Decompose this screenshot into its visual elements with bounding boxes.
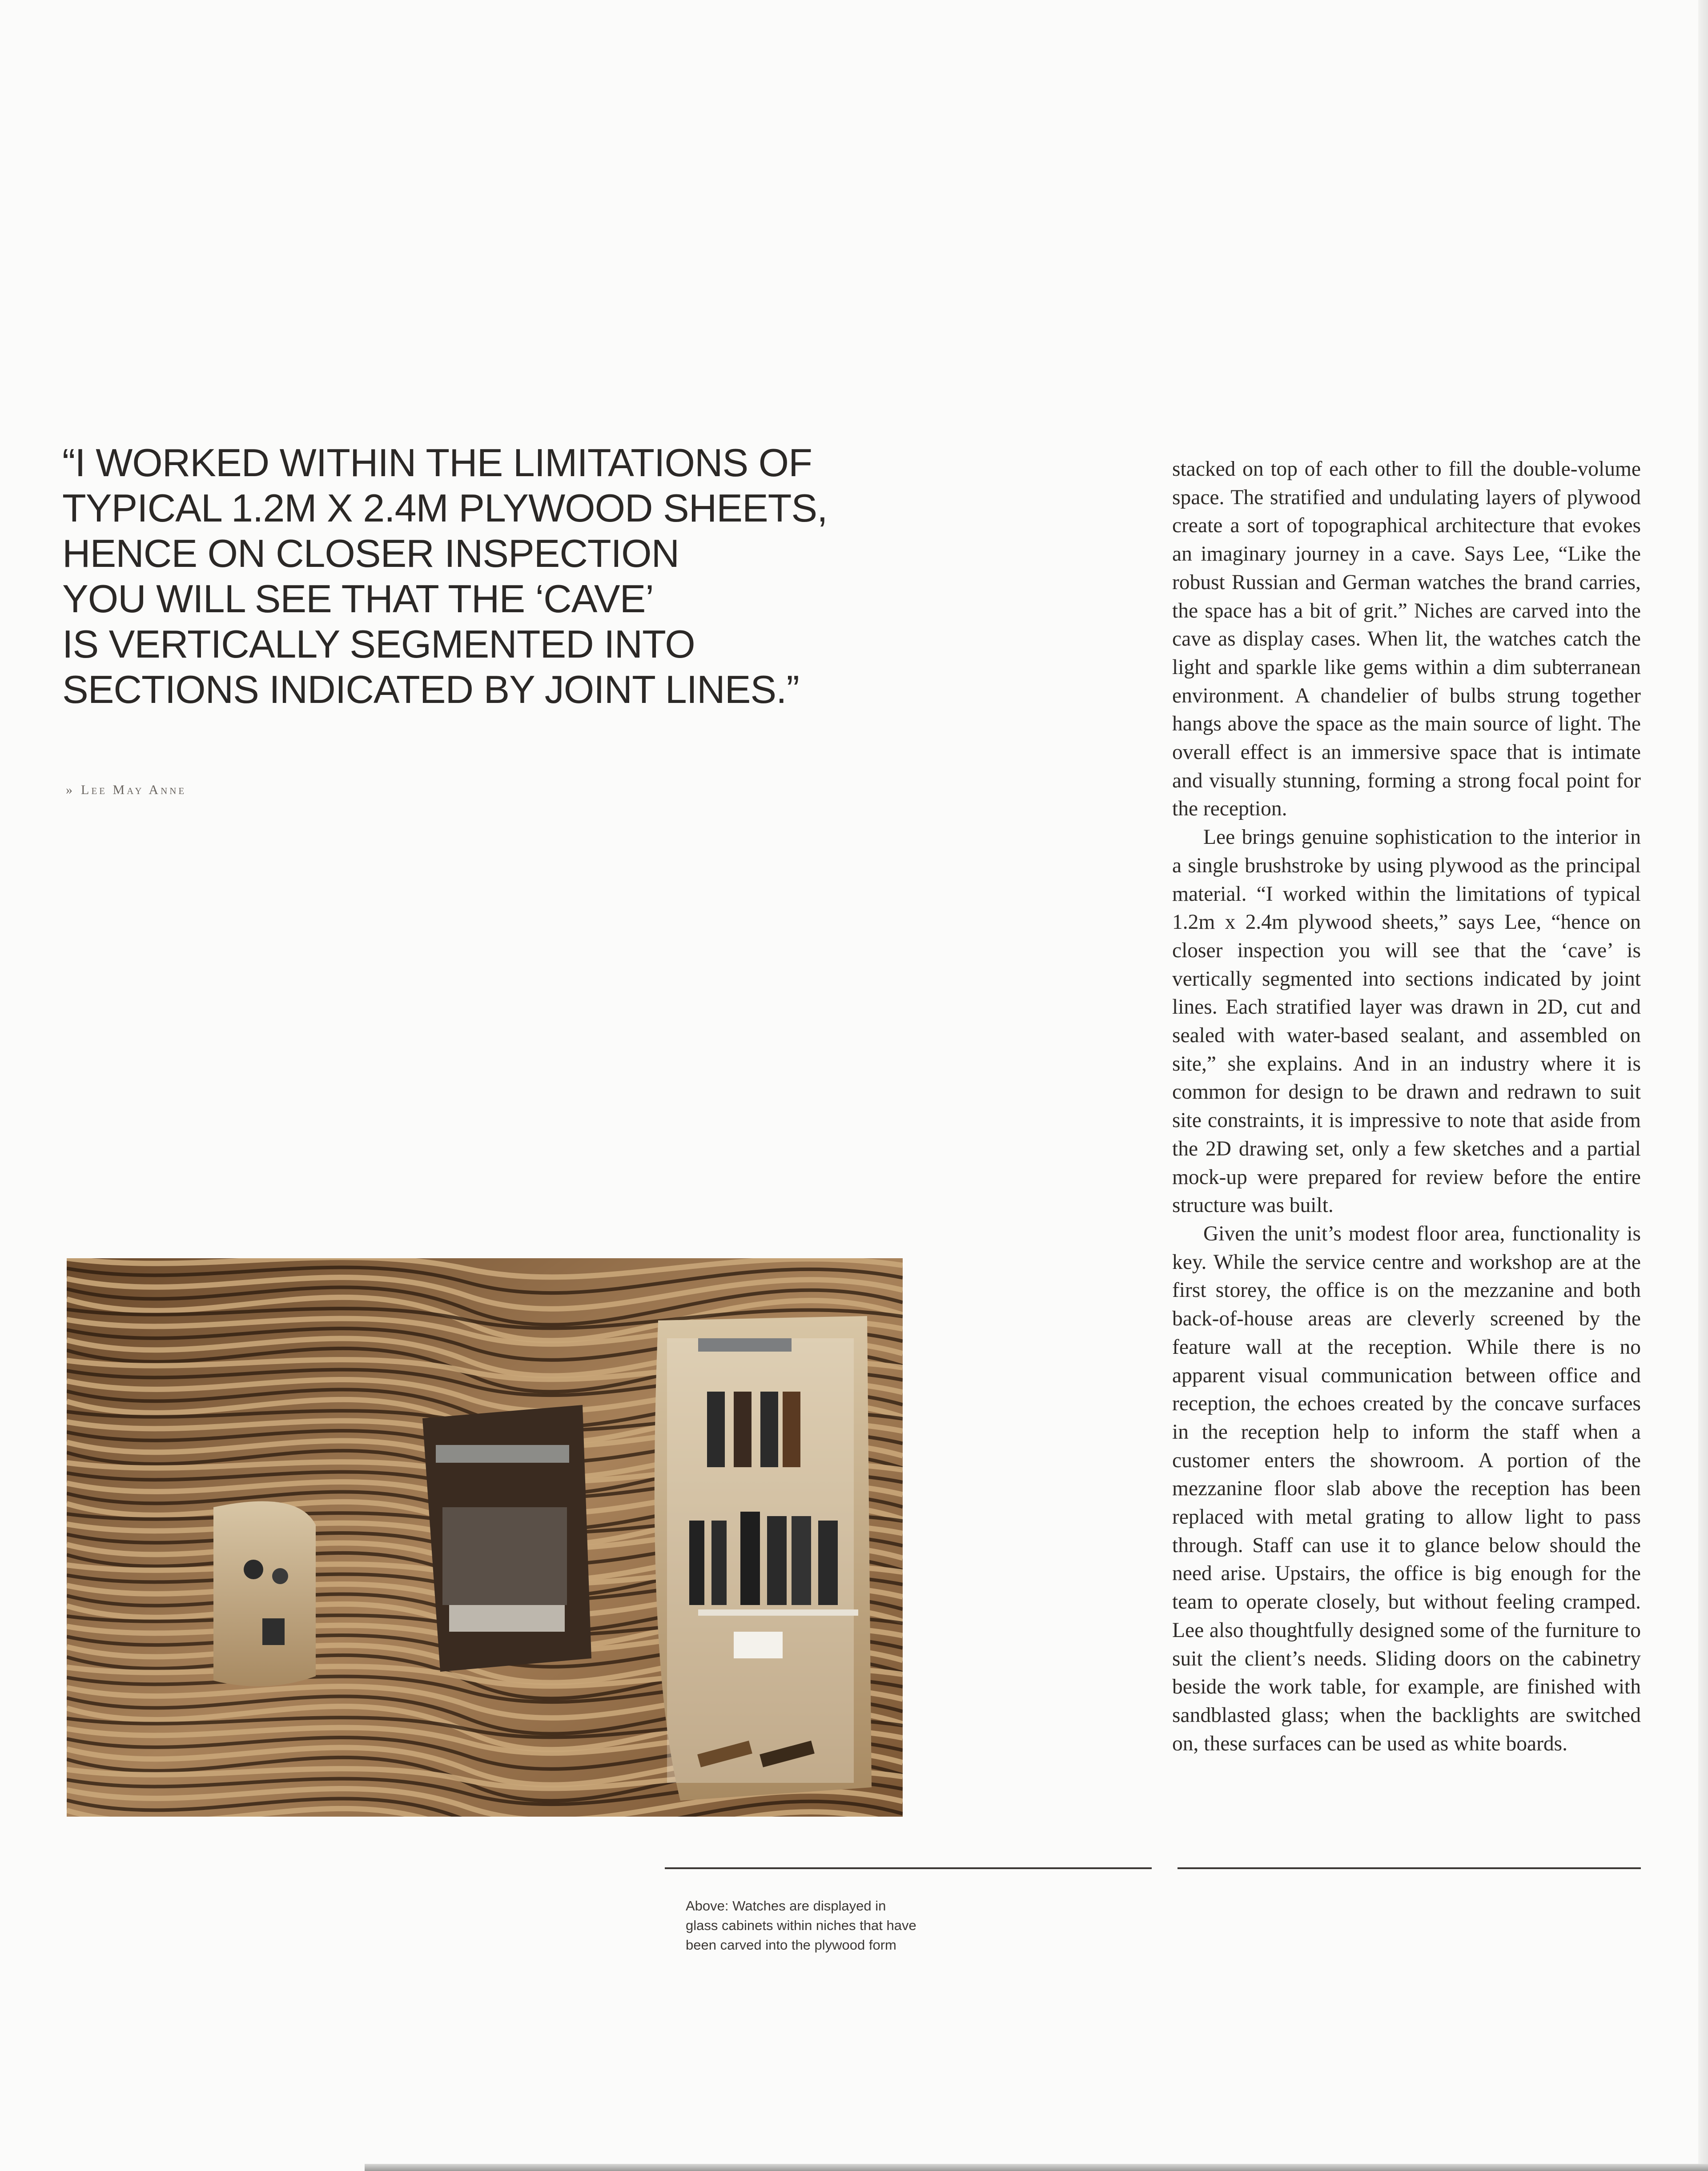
pull-quote-line: YOU WILL SEE THAT THE ‘CAVE’: [62, 577, 654, 621]
article-paragraph: Given the unit’s modest floor area, functionality is key. While the service centre and workshop are at the first storey, the office is on the mezzanine and both back-of-house areas are cleverly screened by the feature wall at the reception. While there is no apparent visual communication between office and reception, the echoes created by the concave surfaces in the reception help to inform the staff when a customer enters the showroom. A portion of the mezzanine floor slab above the reception has been replaced with metal grating to allow light to pass through. Staff can use it to glance below should the need arise. Upstairs, the office is big enough for the team to operate closely, but without feeling cramped. Lee also thoughtfully designed some of the furniture to suit the client’s needs. Sliding doors on the cabinetry beside the work table, for example, are finished with sandblasted glass; when the backlights are switched on, these surfaces can be used as white boards.: [1172, 1222, 1641, 1755]
pull-quote-line: TYPICAL 1.2M X 2.4M PLYWOOD SHEETS,: [62, 486, 828, 530]
article-paragraph: stacked on top of each other to fill the double-volume space. The stratified and undulating layers of plywood create a sort of topographical architecture that evokes an imaginary journey in a cave. Says Lee, “Like the robust Russian and German watches the brand carries, the space has a bit of grit.” Niches are carved into the cave as display cases. When lit, the watches catch the light and sparkle like gems within a dim subterranean environment. A chandelier of bulbs strung together hangs above the space as the main source of light. The overall effect is an immersive space that is intimate and visually stunning, forming a strong focal point for the reception.: [1172, 457, 1641, 821]
attribution-marker: »: [66, 783, 75, 797]
article-body: [1172, 455, 1641, 1758]
article-paragraph: Lee brings genuine sophistication to the interior in a single brushstroke by using plywood as the principal material. “I worked within the limitations of typical 1.2m x 2.4m plywood sheets,” says Lee, “hence on closer inspection you will see that the ‘cave’ is vertically segmented into sections indicated by joint lines. Each stratified layer was drawn in 2D, cut and sealed with water-based sealant, and assembled on site,” she explains. And in an industry where it is common for design to be drawn and redrawn to suit site constraints, it is impressive to note that aside from the 2D drawing set, only a few sketches and a partial mock-up were prepared for review before the entire structure was built.: [1172, 826, 1641, 1217]
quote-attribution: [66, 783, 186, 798]
pull-quote: [62, 440, 854, 712]
page-edge-shadow: [365, 2164, 1708, 2171]
plywood-cave-image: [67, 1258, 903, 1817]
caption-rule: [665, 1867, 1152, 1869]
photo-caption: Above: Watches are displayed in glass cabinets within niches that have been carved into the plywood form: [686, 1898, 916, 1953]
attribution-name: Lee May Anne: [81, 783, 187, 797]
pull-quote-line: “I WORKED WITHIN THE LIMITATIONS OF: [62, 441, 812, 485]
pull-quote-line: HENCE ON CLOSER INSPECTION: [62, 531, 679, 575]
pull-quote-line: SECTIONS INDICATED BY JOINT LINES.”: [62, 667, 799, 711]
column-rule: [1178, 1867, 1641, 1869]
pull-quote-line: IS VERTICALLY SEGMENTED INTO: [62, 622, 695, 666]
showroom-photo: [67, 1258, 903, 1817]
page-spine: [1698, 0, 1708, 2171]
